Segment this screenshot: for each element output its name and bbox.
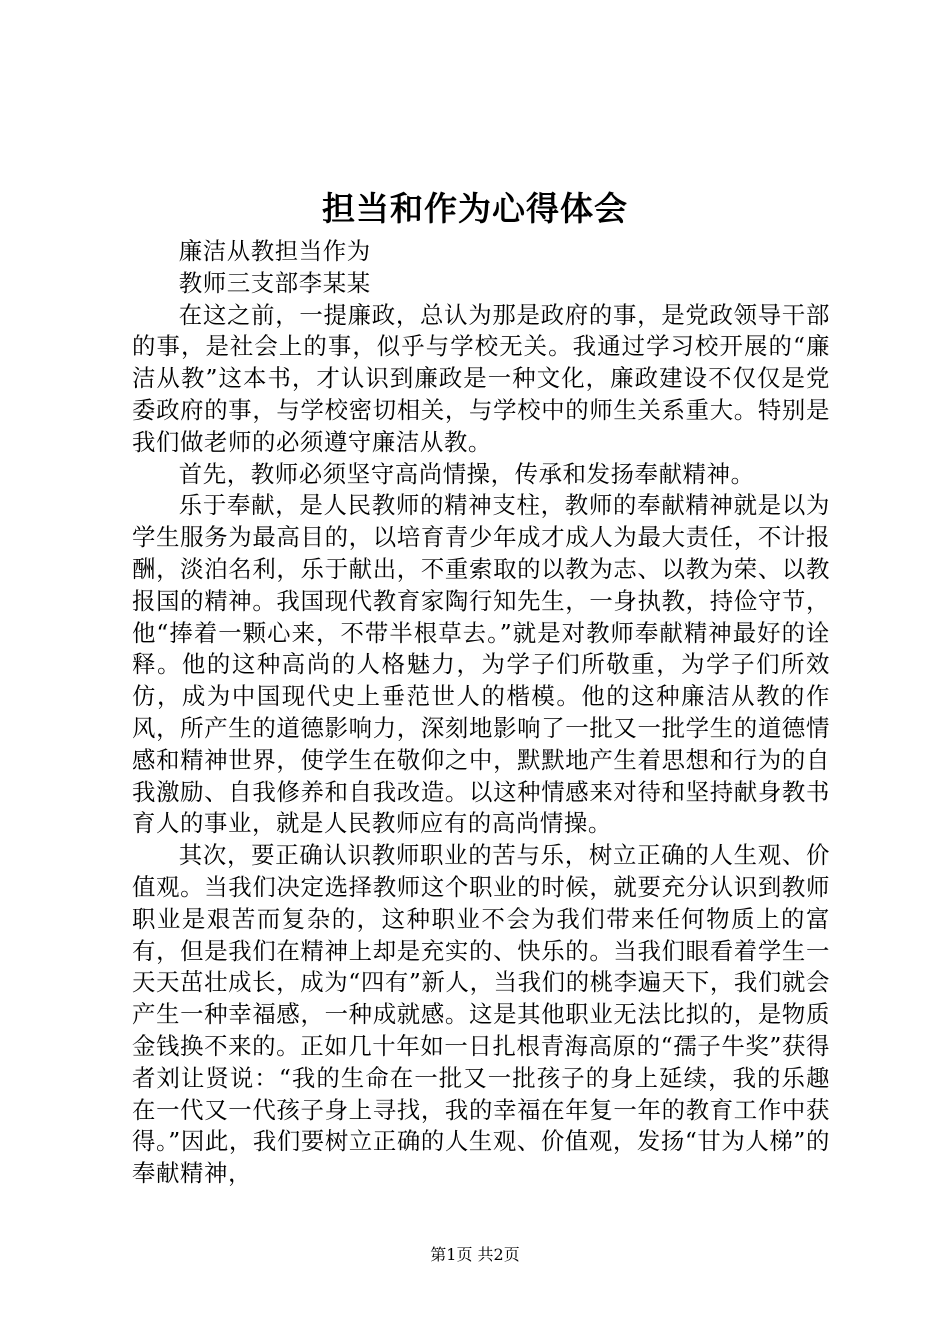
paragraph-author: 教师三支部李某某 <box>178 268 371 297</box>
document-body <box>132 236 830 1190</box>
paragraph-subtitle: 廉洁从教担当作为 <box>178 237 371 265</box>
page-footer: 第1页 共2页 <box>430 1245 520 1264</box>
paragraph: 其次，要正确认识教师职业的苦与乐，树立正确的人生观、价值观。当我们决定选择教师这个职业的时候，就要充分认识到教师职业是艰苦而复杂的，这种职业不会为我们带来任何物质上的富有，但是我们在精神上却是充实的、快乐的。当我们眼看着学生一天天茁壮成长，成为“四有”新人，当我们的桃李遍天下，我们就会产生一种幸福感，一种成就感。这是其他职业无法比拟的，是物质金钱换不来的。正如几十年如一日扎根青海高原的“孺子牛奖”获得者刘让贤说：“我的生命在一批又一批孩子的身上延续，我的乐趣在一代又一代孩子身上寻找，我的幸福在年复一年的教育工作中获得。”因此，我们要树立正确的人生观、价值观，发扬“甘为人梯”的奉献精神， <box>132 841 830 1188</box>
document-title: 担当和作为心得体会 <box>322 189 628 228</box>
paragraph: 首先，教师必须坚守高尚情操，传承和发扬奉献精神。 <box>178 459 755 488</box>
paragraph: 乐于奉献，是人民教师的精神支柱，教师的奉献精神就是以为学生服务为最高目的，以培育青少年成才成人为最大责任，不计报酬，淡泊名利，乐于献出，不重索取的以教为志、以教为荣、以教报国的精神。我国现代教育家陶行知先生，一身执教，持俭守节，他“捧着一颗心来，不带半根草去。”就是对教师奉献精神最好的诠释。他的这种高尚的人格魅力，为学子们所敬重，为学子们所效仿，成为中国现代史上垂范世人的楷模。他的这种廉洁从教的作风，所产生的道德影响力，深刻地影响了一批又一批学生的道德情感和精神世界，使学生在敬仰之中，默默地产生着思想和行为的自我激励、自我修养和自我改造。以这种情感来对待和坚持献身教书育人的事业，就是人民教师应有的高尚情操。 <box>132 491 830 838</box>
paragraph: 在这之前，一提廉政，总认为那是政府的事，是党政领导干部的事，是社会上的事，似乎与学校无关。我通过学习校开展的“廉洁从教”这本书，才认识到廉政是一种文化，廉政建设不仅仅是党委政府的事，与学校密切相关，与学校中的师生关系重大。特别是我们做老师的必须遵守廉洁从教。 <box>132 300 830 456</box>
